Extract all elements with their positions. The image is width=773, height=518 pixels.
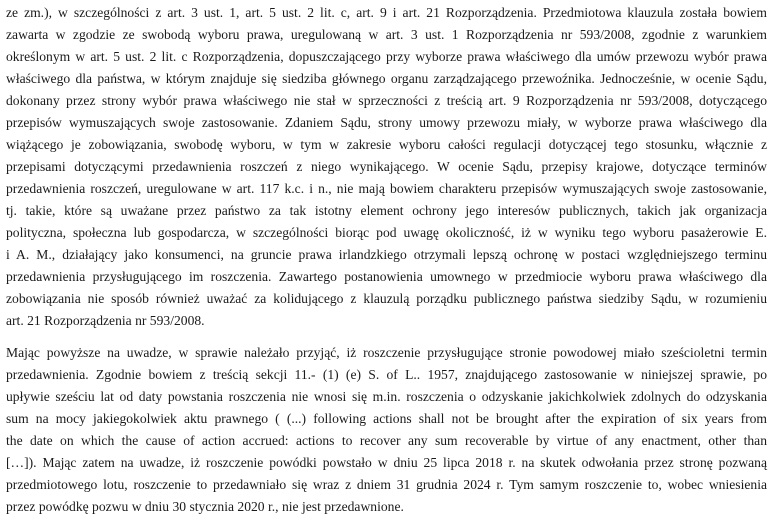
text-line: przedawnienia. Zgodnie bowiem z treścią sekcji 11.- (1) (e) S. of L.. 1957, znajdującego zastosowanie w niniejszej sprawie, po: [6, 367, 767, 382]
text-line: przedmiotowego lotu, roszczenie to przedawniało się wraz z dniem 31 grudnia 2024 r. Tym samym roszczenie to, wobec wniesienia: [6, 477, 767, 492]
text-line: upływie sześciu lat od daty powstania roszczenia nie wnosi się m.in. roszczenia o odzyskanie jakichkolwiek zdolnych do odzyskania: [6, 389, 767, 404]
document-page: [6, 2, 767, 518]
paragraph-limitation-period: [6, 342, 767, 518]
text-line: określonym w art. 5 ust. 2 lit. c Rozporządzenia, dopuszczającego przy wyborze prawa właściwego dla umów przewozu wybór prawa: [6, 49, 767, 64]
text-line: polityczna, społeczna lub gospodarcza, w szczególności biorąc pod uwagę okoliczność, iż w wyniku tego wyboru pasażerowie E.: [6, 225, 767, 240]
paragraph-choice-of-law: [6, 2, 767, 332]
text-line: przepisów wymuszających swoje zastosowanie. Zdaniem Sądu, strony umowy przewozu miały, w wyborze prawa właściwego dla: [6, 115, 767, 130]
text-line: Mając powyższe na uwadze, w sprawie należało przyjąć, iż roszczenie przysługujące stronie powodowej miało sześcioletni termin: [6, 345, 767, 360]
text-line: przepisami dotyczącymi przedawnienia roszczeń z niego wynikającego. W ocenie Sądu, przepisy krajowe, dotyczące terminów: [6, 159, 767, 174]
paragraph-gap: [6, 332, 767, 342]
text-line: dokonany przez strony wybór prawa właściwego nie stał w sprzeczności z treścią art. 9 Rozporządzenia nr 593/2008, dotyczącego: [6, 93, 767, 108]
text-line: przedawnienia roszczeń, uregulowane w art. 117 k.c. i n., nie mają bowiem charakteru przepisów wymuszających swoje zastosowanie,: [6, 181, 767, 196]
text-line: sum na mocy jakiegokolwiek aktu prawnego ( (...) following actions shall not be brought after the expiration of six years from: [6, 411, 767, 426]
text-line: zobowiązania nie sposób również uważać za kolidującego z klauzulą porządku publicznego państwa siedziby Sądu, w rozumieniu: [6, 291, 767, 306]
text-line: art. 21 Rozporządzenia nr 593/2008.: [6, 313, 205, 328]
text-line: właściwego dla państwa, w którym znajduje się siedziba głównego organu zarządzającego przewoźnika. Jednocześnie, w ocenie Sądu,: [6, 71, 767, 86]
text-line: tj. takie, które są uważane przez państwo za tak istotny element ochrony jego interesów publicznych, takich jak organizacja: [6, 203, 767, 218]
text-line: przedawnienia przysługującego im roszczenia. Zawartego postanowienia umownego w przedmiocie wyboru prawa właściwego dla: [6, 269, 767, 284]
text-line: ze zm.), w szczególności z art. 3 ust. 1, art. 5 ust. 2 lit. c, art. 9 i art. 21 Rozporządzenia. Przedmiotowa klauzula została bowiem: [6, 5, 767, 20]
text-line: the date on which the cause of action accrued: actions to recover any sum recoverable by virtue of any enactment, other than: [6, 433, 767, 448]
text-line: zawarta w zgodzie ze swobodą wyboru prawa, uregulowaną w art. 3 ust. 1 Rozporządzenia nr 593/2008, zgodnie z warunkiem: [6, 27, 767, 42]
text-line: wiążącego je zobowiązania, swobodę wyboru, w tym w zakresie wyboru całości regulacji dotyczącej tego stosunku, włącznie z: [6, 137, 767, 152]
text-line: […]). Mając zatem na uwadze, iż roszczenie powódki powstało w dniu 25 lipca 2018 r. na skutek odwołania przez stronę pozwaną: [6, 455, 767, 470]
text-line: i A. M., działający jako konsumenci, na gruncie prawa irlandzkiego otrzymali lepszą ochronę w postaci względniejszego terminu: [6, 247, 767, 262]
text-line: przez powódkę pozwu w dniu 30 stycznia 2020 r., nie jest przedawnione.: [6, 499, 404, 514]
